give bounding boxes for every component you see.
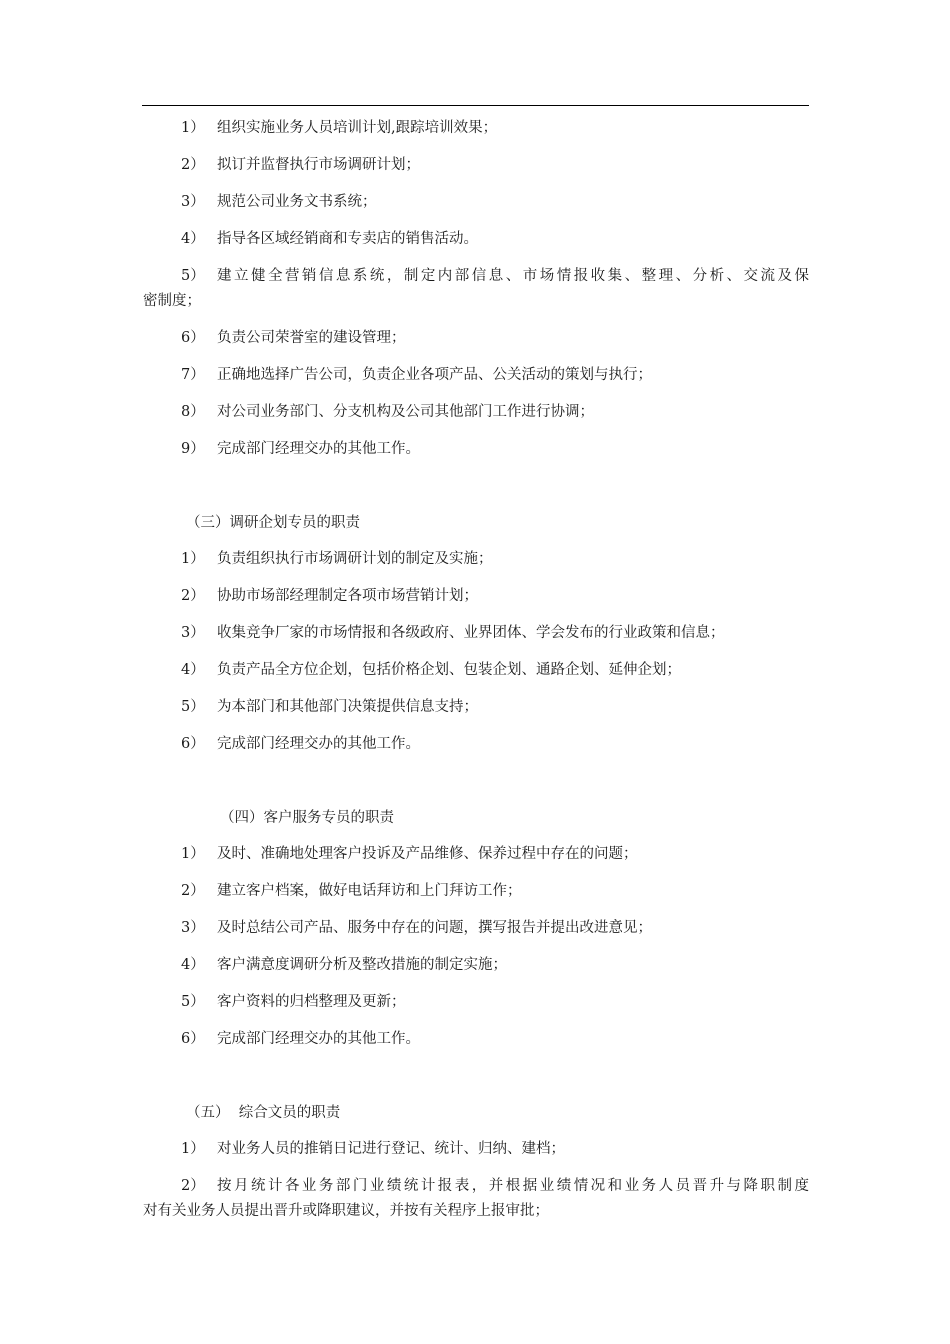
item-number: 4） — [181, 957, 205, 973]
item-text: 组织实施业务人员培训计划,跟踪培训效果； — [217, 120, 498, 136]
item-text: 拟订并监督执行市场调研计划； — [217, 157, 420, 173]
item-number: 3） — [181, 920, 205, 936]
item-text: 对公司业务部门、分支机构及公司其他部门工作进行协调； — [217, 404, 594, 420]
item-number: 6） — [181, 330, 205, 346]
item-number: 5） — [181, 268, 205, 284]
item-text: 完成部门经理交办的其他工作。 — [217, 736, 420, 752]
item-number: 2） — [181, 157, 205, 173]
item-text: 为本部门和其他部门决策提供信息支持； — [217, 699, 478, 715]
header-rule — [142, 105, 809, 106]
item-number: 1） — [181, 846, 205, 862]
item-text: 负责公司荣誉室的建设管理； — [217, 330, 406, 346]
item-text: 收集竞争厂家的市场情报和各级政府、业界团体、学会发布的行业政策和信息； — [217, 625, 725, 641]
item-text-continuation: 对有关业务人员提出晋升或降职建议，并按有关程序上报审批； — [143, 1203, 549, 1219]
item-text: 规范公司业务文书系统； — [217, 194, 377, 210]
item-text: 正确地选择广告公司，负责企业各项产品、公关活动的策划与执行； — [217, 367, 652, 383]
item-number: 1） — [181, 1141, 205, 1157]
item-number: 2） — [181, 883, 205, 899]
item-text: 及时、准确地处理客户投诉及产品维修、保养过程中存在的问题； — [217, 846, 638, 862]
item-text: 指导各区域经销商和专卖店的销售活动。 — [217, 231, 478, 247]
item-text: 建立客户档案，做好电话拜访和上门拜访工作； — [217, 883, 522, 899]
item-text: 对业务人员的推销日记进行登记、统计、归纳、建档； — [217, 1141, 565, 1157]
item-number: 3） — [181, 625, 205, 641]
item-number: 6） — [181, 736, 205, 752]
item-text: 负责组织执行市场调研计划的制定及实施； — [217, 551, 493, 567]
item-text: 客户满意度调研分析及整改措施的制定实施； — [217, 957, 507, 973]
section-heading: （三）调研企划专员的职责 — [186, 515, 360, 531]
item-text: 建立健全营销信息系统，制定内部信息、市场情报收集、整理、分析、交流及保 — [217, 268, 809, 284]
item-number: 5） — [181, 699, 205, 715]
item-text: 及时总结公司产品、服务中存在的问题，撰写报告并提出改进意见； — [217, 920, 652, 936]
item-number: 7） — [181, 367, 205, 383]
item-number: 4） — [181, 662, 205, 678]
item-text: 协助市场部经理制定各项市场营销计划； — [217, 588, 478, 604]
item-text: 负责产品全方位企划，包括价格企划、包装企划、通路企划、延伸企划； — [217, 662, 681, 678]
item-number: 3） — [181, 194, 205, 210]
item-text: 客户资料的归档整理及更新； — [217, 994, 406, 1010]
item-number: 2） — [181, 1178, 205, 1194]
section-heading: （四）客户服务专员的职责 — [220, 810, 394, 826]
item-number: 9） — [181, 441, 205, 457]
item-text-continuation: 密制度； — [143, 293, 201, 309]
item-text: 完成部门经理交办的其他工作。 — [217, 1031, 420, 1047]
item-number: 1） — [181, 551, 205, 567]
item-number: 4） — [181, 231, 205, 247]
item-number: 2） — [181, 588, 205, 604]
item-number: 5） — [181, 994, 205, 1010]
item-text: 按月统计各业务部门业绩统计报表，并根据业绩情况和业务人员晋升与降职制度 — [217, 1178, 809, 1194]
item-number: 1） — [181, 120, 205, 136]
item-text: 完成部门经理交办的其他工作。 — [217, 441, 420, 457]
item-number: 8） — [181, 404, 205, 420]
item-number: 6） — [181, 1031, 205, 1047]
section-heading: （五） 综合文员的职责 — [186, 1105, 341, 1121]
